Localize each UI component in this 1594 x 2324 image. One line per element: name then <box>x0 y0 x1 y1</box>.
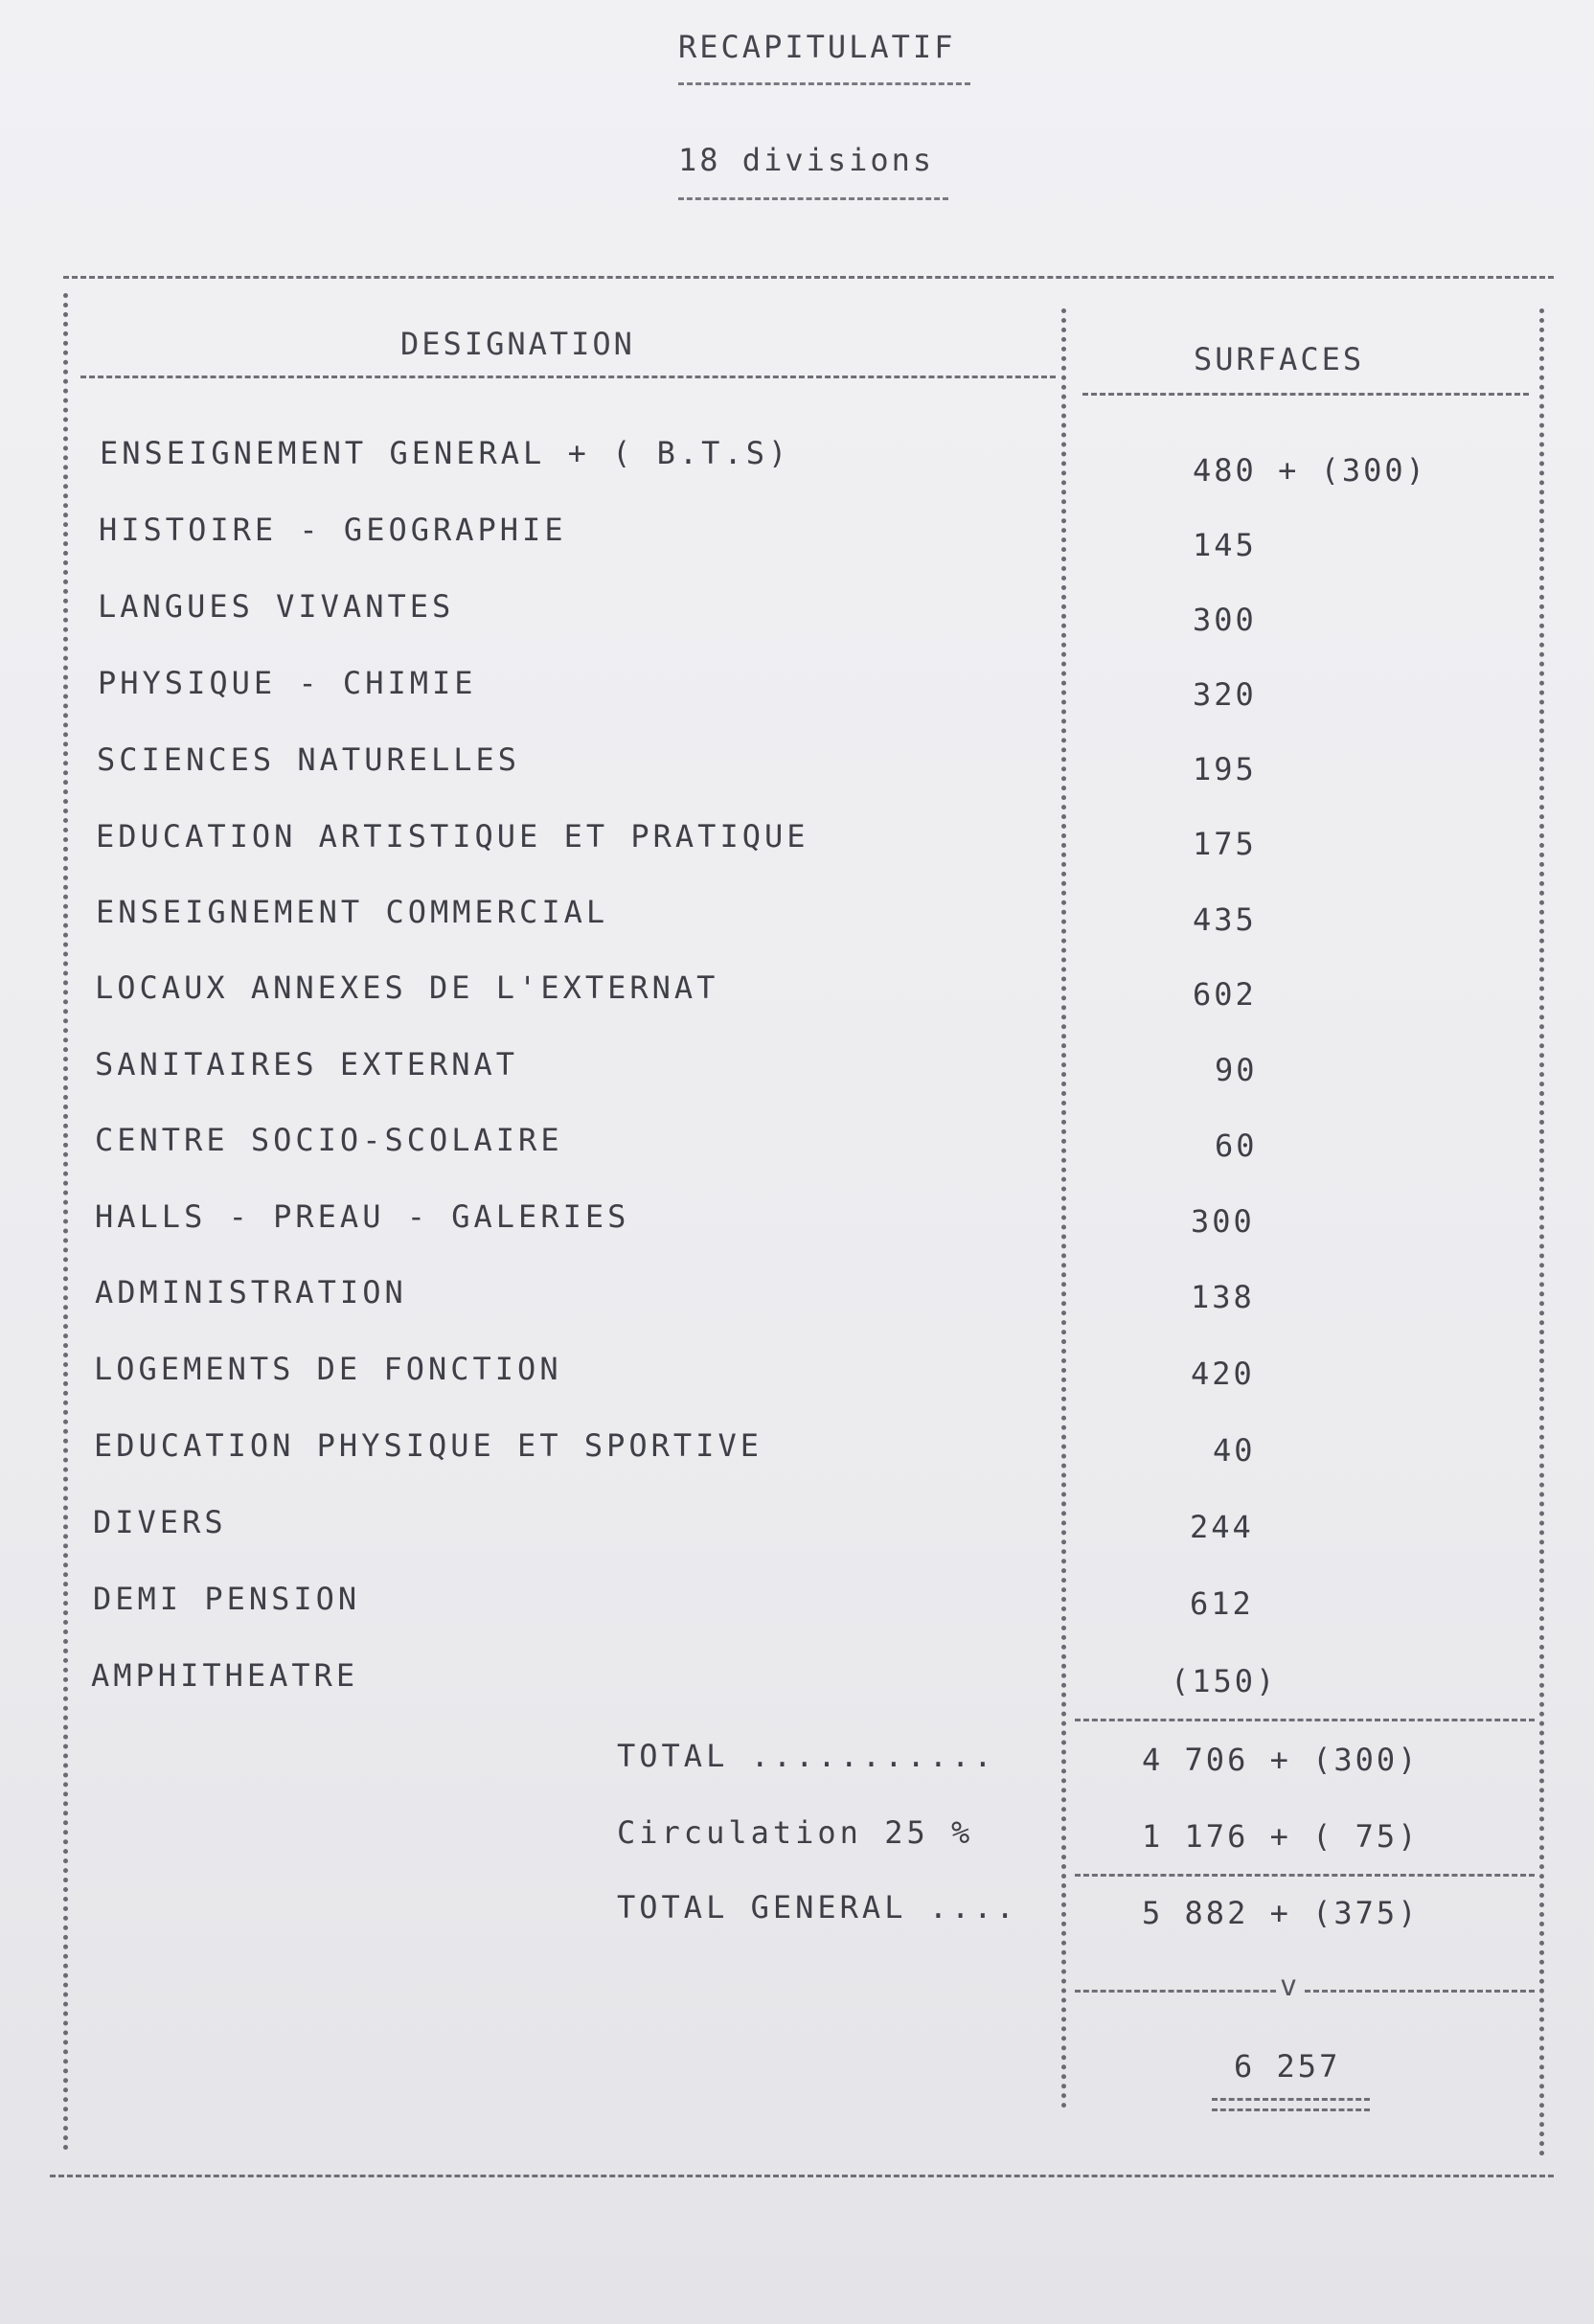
table-top-rule <box>63 276 1554 279</box>
table-row-label: SCIENCES NATURELLES <box>97 741 521 778</box>
header-surfaces: SURFACES <box>1194 341 1365 377</box>
header-designation: DESIGNATION <box>400 326 635 362</box>
table-row-value: 90 <box>1215 1052 1258 1088</box>
table-row-value: 602 <box>1193 976 1257 1013</box>
table-row-value: 40 <box>1213 1432 1256 1469</box>
total-general-value: 5 882 + (375) <box>1142 1895 1420 1931</box>
total-value: 4 706 + (300) <box>1142 1742 1420 1778</box>
document-subtitle: 18 divisions <box>678 142 935 178</box>
circulation-value: 1 176 + ( 75) <box>1142 1818 1420 1855</box>
table-row-label: HALLS - PREAU - GALERIES <box>95 1198 630 1235</box>
general-total-rule <box>1075 1874 1535 1877</box>
table-row-value: 480 + (300) <box>1193 452 1427 489</box>
total-label: TOTAL ........... <box>617 1738 996 1774</box>
table-row-value: 195 <box>1193 751 1257 787</box>
circulation-label: Circulation 25 % <box>617 1814 974 1851</box>
header-rule-left <box>80 376 1056 378</box>
header-rule-right <box>1082 393 1529 396</box>
total-general-label: TOTAL GENERAL .... <box>617 1889 1018 1925</box>
grand-total-value: 6 257 <box>1234 2048 1341 2085</box>
grand-total-bracket-left <box>1075 1990 1276 1993</box>
column-divider <box>1061 308 1066 2109</box>
title-underline <box>678 82 970 85</box>
table-left-border <box>63 293 68 2152</box>
table-row-value: 60 <box>1215 1128 1258 1164</box>
table-row-label: EDUCATION PHYSIQUE ET SPORTIVE <box>94 1427 763 1464</box>
table-row-value: 300 <box>1193 602 1257 638</box>
table-row-label: LOGEMENTS DE FONCTION <box>94 1351 562 1387</box>
table-row-label: ENSEIGNEMENT GENERAL + ( B.T.S) <box>100 435 791 471</box>
table-row-value: 175 <box>1193 826 1257 862</box>
table-bottom-rule <box>50 2175 1554 2177</box>
table-row-value: 612 <box>1190 1585 1254 1622</box>
table-row-label: CENTRE SOCIO-SCOLAIRE <box>95 1122 563 1158</box>
table-row-value: 435 <box>1193 901 1257 938</box>
table-row-label: HISTOIRE - GEOGRAPHIE <box>99 512 567 548</box>
grand-total-bracket-right <box>1305 1990 1535 1993</box>
subtitle-underline <box>678 197 948 200</box>
table-row-value: 420 <box>1191 1356 1255 1392</box>
table-row-value: 244 <box>1190 1509 1254 1545</box>
subtotal-rule <box>1075 1719 1535 1721</box>
table-row-label: ADMINISTRATION <box>95 1274 407 1310</box>
table-row-label: LANGUES VIVANTES <box>98 588 455 625</box>
table-row-label: ENSEIGNEMENT COMMERCIAL <box>96 894 609 930</box>
table-row-value: (150) <box>1171 1663 1278 1699</box>
table-row-label: SANITAIRES EXTERNAT <box>95 1046 519 1082</box>
document-title: RECAPITULATIF <box>678 29 956 65</box>
table-row-label: PHYSIQUE - CHIMIE <box>98 665 477 701</box>
table-row-value: 300 <box>1191 1203 1255 1240</box>
table-row-label: EDUCATION ARTISTIQUE ET PRATIQUE <box>96 818 809 854</box>
grand-total-marker: v <box>1280 1970 1298 2003</box>
table-row-label: DEMI PENSION <box>93 1581 361 1617</box>
table-row-label: AMPHITHEATRE <box>91 1657 359 1694</box>
table-row-label: LOCAUX ANNEXES DE L'EXTERNAT <box>95 969 719 1006</box>
table-row-value: 145 <box>1193 527 1257 563</box>
grand-total-double-underline <box>1212 2098 1370 2111</box>
table-row-label: DIVERS <box>93 1504 227 1540</box>
table-row-value: 320 <box>1193 676 1257 713</box>
table-row-value: 138 <box>1191 1279 1255 1315</box>
